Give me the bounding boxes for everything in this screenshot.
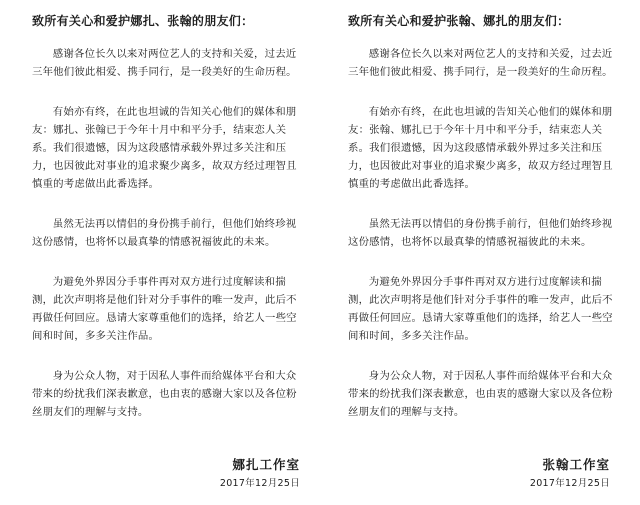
paragraph-thanks: 感谢各位长久以来对两位艺人的支持和关爱，过去近三年他们彼此相爱、携手同行，是一段美好的生命历程。	[32, 48, 297, 78]
paragraph-request: 为避免外界因分手事件再对双方进行过度解读和揣测，此次声明将是他们针对分手事件的唯一发声，此后不再做任何回应。恳请大家尊重他们的选择，给艺人一些空间和时间，多多关注作品。	[32, 276, 297, 342]
signature-studio: 娜扎工作室	[232, 457, 300, 472]
paragraph-breakup: 有始亦有终，在此也坦诚的告知关心他们的媒体和朋友：娜扎、张翰已于今年十月中和平分手，结束恋人关系。我们很遗憾，因为这段感情承载外界过多关注和压力，也因彼此对事业的追求聚少离多，故双方经过理智且慎重的考虑做出此番选择。	[32, 106, 297, 190]
statement-right	[320, 0, 640, 505]
signature-studio: 张翰工作室	[542, 457, 610, 472]
paragraph-thanks: 感谢各位长久以来对两位艺人的支持和关爱，过去近三年他们彼此相爱、携手同行，是一段美好的生命历程。	[348, 48, 613, 78]
paragraph-apology: 身为公众人物，对于因私人事件而给媒体平台和大众带来的纷扰我们深表歉意，也由衷的感谢大家以及各位粉丝朋友们的理解与支持。	[32, 370, 297, 418]
greeting: 致所有关心和爱护张翰、娜扎的朋友们：	[348, 14, 570, 28]
paragraph-breakup: 有始亦有终，在此也坦诚的告知关心他们的媒体和朋友：张翰、娜扎已于今年十月中和平分手，结束恋人关系。我们很遗憾，因为这段感情承载外界过多关注和压力，也因彼此对事业的追求聚少离多，故双方经过理智且慎重的考虑做出此番选择。	[348, 106, 613, 190]
paragraph-blessing: 虽然无法再以情侣的身份携手前行，但他们始终珍视这份感情，也将怀以最真挚的情感祝福彼此的未来。	[32, 218, 297, 248]
signature-date: 2017年12月25日	[529, 478, 610, 489]
paragraph-apology: 身为公众人物，对于因私人事件而给媒体平台和大众带来的纷扰我们深表歉意，也由衷的感谢大家以及各位粉丝朋友们的理解与支持。	[348, 370, 613, 418]
signature-block	[220, 455, 300, 489]
paragraph-request: 为避免外界因分手事件再对双方进行过度解读和揣测，此次声明将是他们针对分手事件的唯一发声，此后不再做任何回应。恳请大家尊重他们的选择，给艺人一些空间和时间，多多关注作品。	[348, 276, 613, 342]
greeting: 致所有关心和爱护娜扎、张翰的朋友们：	[32, 14, 254, 28]
paragraph-blessing: 虽然无法再以情侣的身份携手前行，但他们始终珍视这份感情，也将怀以最真挚的情感祝福彼此的未来。	[348, 218, 613, 248]
signature-block	[530, 455, 610, 489]
signature-date: 2017年12月25日	[219, 478, 300, 489]
